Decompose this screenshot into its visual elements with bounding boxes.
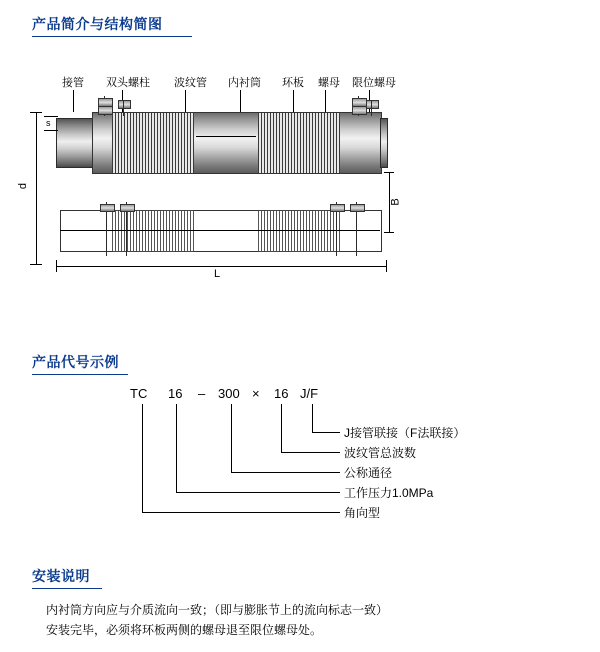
page-title-install: 安装说明 [32,568,90,584]
stud-rod-left-2 [123,100,124,116]
nut-lower-right2 [350,204,365,212]
code-part-0: TC [130,386,148,401]
callout-label-6: 限位螺母 [352,77,396,89]
dimension-d: d [17,182,30,190]
code-desc-4: 角向型 [344,506,381,520]
callout-label-5: 螺母 [318,77,340,89]
code-leader-4 [312,404,313,432]
liner-sleeve-line [196,136,256,137]
dimension-B: B [389,198,402,206]
dim-d-tick-top [30,112,42,113]
code-leader-3 [281,404,282,452]
title-underline-install [32,588,102,589]
install-notes [46,600,566,640]
dim-d-line [36,112,37,264]
code-part-1: 16 [168,386,183,401]
dim-L-line [56,266,386,267]
dim-L-tick-right [386,260,387,272]
nut-left-inner [98,106,113,115]
dim-s-line2 [44,130,58,131]
callout-label-2: 波纹管 [174,77,207,89]
code-leader-2 [231,404,232,472]
bellows-left [112,112,194,174]
code-desc-line-4 [142,512,340,513]
callout-label-3: 内衬筒 [228,77,261,89]
nut-lower-left2 [120,204,135,212]
dim-B-tick-bot [384,232,394,233]
dimension-s: s [46,118,51,128]
nut-lower-left [100,204,115,212]
structure-diagram [0,60,600,300]
code-desc-line-0 [312,432,340,433]
outline-centerline [60,230,380,231]
title-underline-intro [32,36,192,37]
dim-s-line [44,116,58,117]
dimension-L: L [214,268,221,280]
callout-label-0: 接管 [62,77,84,89]
limit-nut-right [366,100,379,109]
page-title-code: 产品代号示例 [32,354,119,370]
callout-label-4: 环板 [282,77,304,89]
install-note-1: 安装完毕，必须将环板两侧的螺母退至限位螺母处。 [46,623,323,637]
code-leader-0 [142,404,143,512]
product-code-breakdown [0,380,600,550]
code-part-5: 16 [274,386,289,401]
code-desc-3: 工作压力1.0MPa [344,486,434,500]
bellows-right [258,112,340,174]
code-desc-line-1 [281,452,340,453]
nut-lower-right [330,204,345,212]
page-title-intro: 产品简介与结构简图 [32,16,163,32]
stud-rod-right-2 [371,100,372,116]
code-desc-line-3 [176,492,340,493]
code-desc-0: J接管联接（F法联接） [344,426,466,440]
code-part-6: J/F [300,386,319,401]
code-desc-line-2 [231,472,340,473]
callout-leader-5 [325,90,326,112]
outline-bellows-left [112,210,194,252]
pipe-left [56,118,94,168]
code-part-3: 300 [218,386,240,401]
callout-leader-0 [73,90,74,112]
callout-label-1: 双头螺柱 [106,77,150,89]
limit-nut-left [118,100,131,109]
outline-bellows-right [258,210,340,252]
dim-L-tick-left [56,260,57,272]
pipe-right [380,118,388,168]
code-leader-1 [176,404,177,492]
title-underline-code [32,374,128,375]
nut-right-inner [352,106,367,115]
callout-leader-4 [293,90,294,112]
install-note-0: 内衬筒方向应与介质流向一致；（即与膨胀节上的流向标志一致） [46,603,389,617]
dim-d-tick-bot [30,264,42,265]
code-part-4: × [252,386,260,401]
code-desc-2: 公称通径 [344,466,393,480]
code-part-2: – [198,386,206,401]
code-desc-1: 波纹管总波数 [344,446,417,460]
dim-B-tick-top [384,172,394,173]
